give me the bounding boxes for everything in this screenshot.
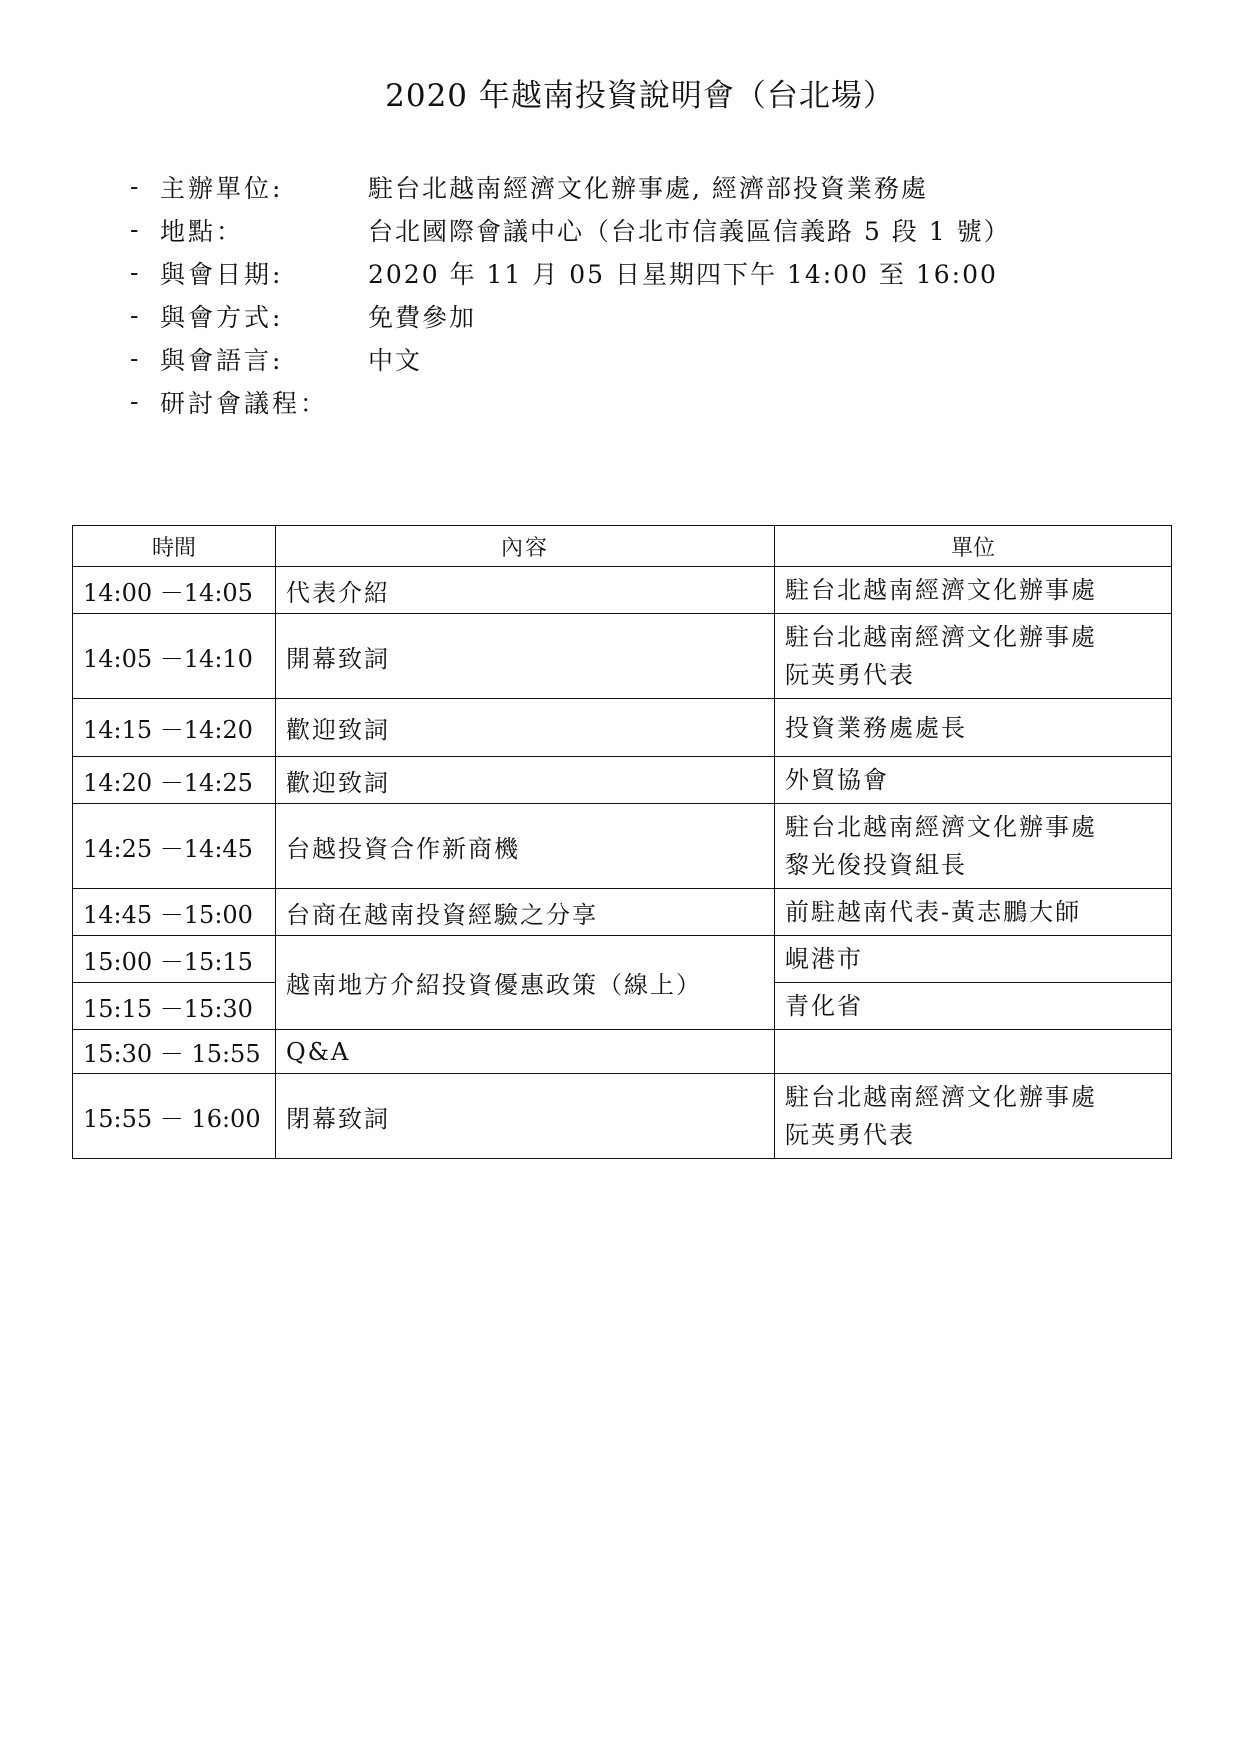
- unit-line: 阮英勇代表: [785, 1121, 915, 1149]
- cell-unit: [775, 889, 1172, 936]
- info-value: 2020 年 11 月 05 日星期四下午 14:00 至 16:00: [368, 259, 998, 289]
- info-agenda-heading: [130, 380, 1011, 423]
- table-row: [73, 699, 1172, 757]
- info-value: 台北國際會議中心（台北市信義區信義路 5 段 1 號）: [368, 216, 1011, 246]
- table-row: [73, 889, 1172, 936]
- unit-line: 黎光俊投資組長: [785, 851, 967, 879]
- cell-unit: [775, 699, 1172, 757]
- cell-content: Q&A: [276, 1030, 775, 1074]
- table-row: [73, 614, 1172, 699]
- table-row: [73, 804, 1172, 889]
- unit-line: 阮英勇代表: [785, 661, 915, 689]
- bullet-dash: -: [130, 258, 139, 287]
- document-title: 2020 年越南投資說明會（台北場）: [385, 78, 895, 114]
- table-row: [73, 757, 1172, 804]
- cell-content: 越南地方介紹投資優惠政策（線上）: [276, 936, 775, 1030]
- unit-line: 投資業務處處長: [785, 713, 967, 742]
- cell-time: 15:55 － 16:00: [73, 1074, 276, 1159]
- unit-line: 峴港市: [785, 945, 863, 973]
- agenda-table: [72, 525, 1172, 1159]
- header-time: 時間: [73, 526, 276, 567]
- cell-time: 14:20 －14:25: [73, 757, 276, 804]
- event-info: [130, 165, 1011, 423]
- info-label: 與會語言:: [160, 345, 284, 375]
- info-date: [130, 251, 1011, 294]
- header-unit: 單位: [775, 526, 1172, 567]
- cell-content: 代表介紹: [276, 567, 775, 614]
- cell-content: 開幕致詞: [276, 614, 775, 699]
- cell-time: 15:30 － 15:55: [73, 1030, 276, 1074]
- table-header-row: [73, 526, 1172, 567]
- bullet-dash: -: [130, 387, 139, 416]
- table-row: [73, 1030, 1172, 1074]
- cell-time: 15:15 －15:30: [73, 983, 276, 1030]
- cell-unit: [775, 1030, 1172, 1074]
- cell-unit: [775, 983, 1172, 1030]
- unit-line: 青化省: [785, 992, 863, 1020]
- info-organizer: [130, 165, 1011, 208]
- bullet-dash: -: [130, 344, 139, 373]
- cell-content: 歡迎致詞: [276, 699, 775, 757]
- cell-unit: [775, 804, 1172, 889]
- info-label: 研討會議程：: [160, 388, 329, 418]
- cell-unit: [775, 614, 1172, 699]
- info-value: 免費參加: [368, 302, 477, 332]
- cell-unit: [775, 1074, 1172, 1159]
- unit-line: 外貿協會: [785, 766, 889, 794]
- info-location: [130, 208, 1011, 251]
- table-row: [73, 1074, 1172, 1159]
- cell-time: 14:25 －14:45: [73, 804, 276, 889]
- bullet-dash: -: [130, 172, 139, 201]
- bullet-dash: -: [130, 301, 139, 330]
- info-language: [130, 337, 1011, 380]
- cell-time: 14:05 －14:10: [73, 614, 276, 699]
- cell-unit: [775, 567, 1172, 614]
- unit-line: 駐台北越南經濟文化辦事處: [785, 623, 1097, 651]
- unit-line: 駐台北越南經濟文化辦事處: [785, 813, 1097, 841]
- table-row: [73, 567, 1172, 614]
- unit-line: 駐台北越南經濟文化辦事處: [785, 1083, 1097, 1111]
- cell-unit: [775, 936, 1172, 983]
- info-value: 中文: [368, 345, 423, 375]
- header-content: 內容: [276, 526, 775, 567]
- unit-line: 駐台北越南經濟文化辦事處: [785, 576, 1097, 604]
- cell-time: 14:00 －14:05: [73, 567, 276, 614]
- cell-time: 14:45 －15:00: [73, 889, 276, 936]
- table-row: [73, 936, 1172, 983]
- info-label: 地點：: [160, 216, 245, 246]
- info-label: 與會方式:: [160, 302, 284, 332]
- info-method: [130, 294, 1011, 337]
- unit-line: 前駐越南代表-黃志鵬大師: [785, 898, 1082, 926]
- info-value: 駐台北越南經濟文化辦事處, 經濟部投資業務處: [368, 173, 928, 203]
- cell-content: 閉幕致詞: [276, 1074, 775, 1159]
- cell-content: 台商在越南投資經驗之分享: [276, 889, 775, 936]
- cell-unit: [775, 757, 1172, 804]
- cell-content: 台越投資合作新商機: [276, 804, 775, 889]
- cell-content: 歡迎致詞: [276, 757, 775, 804]
- cell-time: 14:15 －14:20: [73, 699, 276, 757]
- info-label: 與會日期:: [160, 259, 284, 289]
- bullet-dash: -: [130, 215, 139, 244]
- cell-time: 15:00 －15:15: [73, 936, 276, 983]
- info-label: 主辦單位:: [160, 173, 284, 203]
